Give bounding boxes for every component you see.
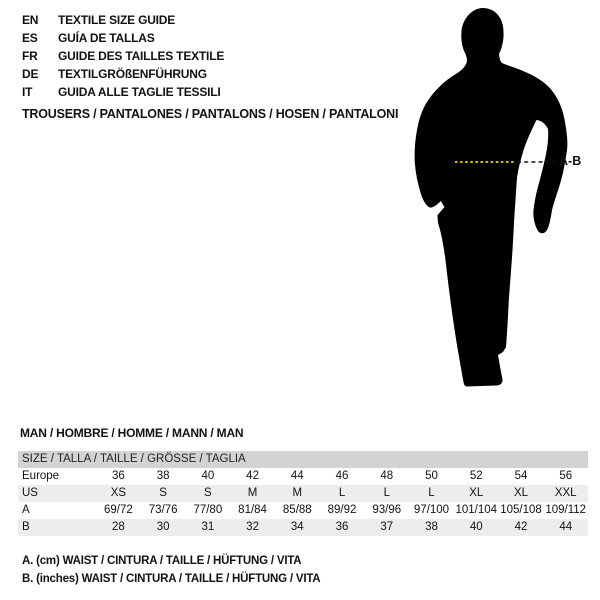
- language-label: TEXTILE SIZE GUIDE: [58, 13, 176, 27]
- size-value-cell: 81/84: [238, 504, 267, 516]
- size-value-cell: 54: [514, 470, 528, 482]
- language-label: GUIDE DES TAILLES TEXTILE: [58, 49, 225, 63]
- language-label: GUIDA ALLE TAGLIE TESSILI: [58, 85, 221, 99]
- size-value-cell: 44: [559, 521, 573, 533]
- size-table-row-b: [18, 519, 588, 536]
- size-value-cell: 38: [425, 521, 438, 533]
- size-table: [18, 451, 588, 536]
- size-value-cell: L: [428, 487, 435, 499]
- size-value-cell: M: [247, 487, 258, 499]
- language-code: EN: [22, 13, 39, 27]
- size-value-cell: M: [292, 487, 303, 499]
- size-value-cell: 31: [201, 521, 215, 533]
- row-label: US: [22, 487, 38, 499]
- size-value-cell: 42: [514, 521, 528, 533]
- size-value-cell: 69/72: [103, 504, 133, 516]
- row-label: B: [22, 521, 30, 533]
- man-silhouette-figure: [403, 2, 578, 394]
- size-value-cell: S: [204, 487, 212, 499]
- size-value-cell: 36: [111, 470, 125, 482]
- section-title-man: MAN / HOMBRE / HOMME / MANN / MAN: [20, 426, 244, 440]
- size-value-cell: XL: [469, 487, 484, 499]
- size-value-cell: 30: [156, 521, 170, 533]
- size-value-cell: 42: [246, 470, 259, 482]
- waist-measure-label: A-B: [559, 154, 582, 168]
- size-value-cell: 48: [380, 470, 394, 482]
- language-list: [22, 11, 224, 101]
- size-value-cell: L: [338, 487, 346, 499]
- size-value-cell: 56: [559, 470, 573, 482]
- language-row-it: [22, 83, 224, 101]
- size-value-cell: 36: [335, 521, 349, 533]
- size-value-cell: 44: [290, 470, 304, 482]
- size-table-header: SIZE / TALLA / TAILLE / GRÖSSE / TAGLIA: [18, 451, 588, 468]
- language-row-es: [22, 29, 224, 47]
- size-table-row-europe: [18, 468, 588, 485]
- language-row-en: [22, 11, 224, 29]
- size-value-cell: 97/100: [413, 504, 450, 516]
- language-code: DE: [22, 67, 39, 81]
- language-code: FR: [22, 49, 38, 63]
- language-row-fr: [22, 47, 224, 65]
- size-value-cell: 34: [290, 521, 304, 533]
- size-table-rows: [18, 468, 588, 536]
- size-value-cell: L: [383, 487, 390, 499]
- size-value-cell: 105/108: [500, 504, 542, 516]
- size-value-cell: 40: [201, 470, 215, 482]
- size-value-cell: 85/88: [282, 504, 312, 516]
- note-waist-inches: B. (inches) WAIST / CINTURA / TAILLE / HÜFTUNG / VITA: [22, 573, 321, 585]
- man-silhouette: [403, 2, 578, 394]
- size-value-cell: XS: [110, 487, 127, 499]
- language-code: IT: [22, 85, 33, 99]
- size-value-cell: 50: [425, 470, 438, 482]
- size-value-cell: 77/80: [193, 504, 223, 516]
- size-value-cell: 73/76: [148, 504, 178, 516]
- size-value-cell: 109/112: [545, 504, 587, 516]
- size-value-cell: 32: [246, 521, 259, 533]
- language-label: TEXTILGRÖßENFÜHRUNG: [58, 67, 207, 81]
- size-value-cell: 89/92: [327, 504, 357, 516]
- size-value-cell: 101/104: [455, 504, 498, 516]
- size-value-cell: 52: [469, 470, 483, 482]
- size-value-cell: XL: [513, 487, 529, 499]
- size-table-row-a: [18, 502, 588, 519]
- size-value-cell: 28: [111, 521, 125, 533]
- garment-title: TROUSERS / PANTALONES / PANTALONS / HOSEN / PANTALONI: [22, 107, 399, 121]
- size-value-cell: 93/96: [372, 504, 402, 516]
- language-row-de: [22, 65, 224, 83]
- note-waist-cm: A. (cm) WAIST / CINTURA / TAILLE / HÜFTUNG / VITA: [22, 555, 302, 567]
- size-value-cell: 46: [335, 470, 349, 482]
- size-value-cell: 37: [380, 521, 394, 533]
- size-value-cell: XXL: [554, 487, 577, 499]
- size-table-row-us: [18, 485, 588, 502]
- size-value-cell: 40: [469, 521, 483, 533]
- row-label: Europe: [22, 470, 60, 482]
- language-code: ES: [22, 31, 38, 45]
- language-label: GUÍA DE TALLAS: [58, 31, 155, 45]
- size-value-cell: S: [159, 487, 167, 499]
- size-value-cell: 38: [156, 470, 170, 482]
- row-label: A: [22, 504, 30, 516]
